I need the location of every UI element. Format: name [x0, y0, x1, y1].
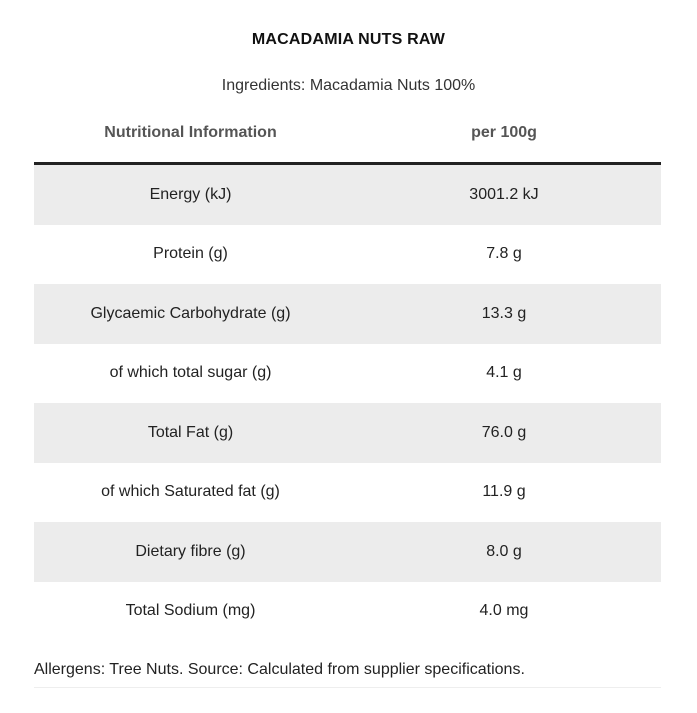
nutrient-value: 3001.2 kJ	[347, 164, 661, 225]
nutrient-label: of which total sugar (g)	[34, 344, 347, 404]
nutrient-label: Energy (kJ)	[34, 164, 347, 225]
nutrient-label: Total Fat (g)	[34, 403, 347, 463]
allergens-footer: Allergens: Tree Nuts. Source: Calculated from supplier specifications.	[34, 661, 661, 688]
nutrient-value: 4.1 g	[347, 344, 661, 404]
nutrient-label: Total Sodium (mg)	[34, 582, 347, 642]
nutrient-value: 76.0 g	[347, 403, 661, 463]
nutrient-value: 7.8 g	[347, 225, 661, 285]
ingredients-line: Ingredients: Macadamia Nuts 100%	[221, 77, 476, 94]
table-row	[34, 463, 661, 523]
nutrient-value: 11.9 g	[347, 463, 661, 523]
table-row	[34, 582, 661, 642]
table-header-row	[34, 104, 661, 164]
table-row	[34, 344, 661, 404]
nutrition-table	[34, 104, 661, 641]
nutrient-label: of which Saturated fat (g)	[34, 463, 347, 523]
nutrient-label: Glycaemic Carbohydrate (g)	[34, 284, 347, 344]
nutrient-label: Protein (g)	[34, 225, 347, 285]
nutrient-value: 13.3 g	[347, 284, 661, 344]
product-title: MACADAMIA NUTS RAW	[251, 31, 446, 48]
table-row	[34, 164, 661, 225]
nutrient-value: 8.0 g	[347, 522, 661, 582]
table-row	[34, 522, 661, 582]
table-row	[34, 225, 661, 285]
column-header-nutrient: Nutritional Information	[34, 104, 347, 164]
table-row	[34, 403, 661, 463]
table-row	[34, 284, 661, 344]
nutrient-label: Dietary fibre (g)	[34, 522, 347, 582]
nutrient-value: 4.0 mg	[347, 582, 661, 642]
column-header-per-100g: per 100g	[347, 104, 661, 164]
